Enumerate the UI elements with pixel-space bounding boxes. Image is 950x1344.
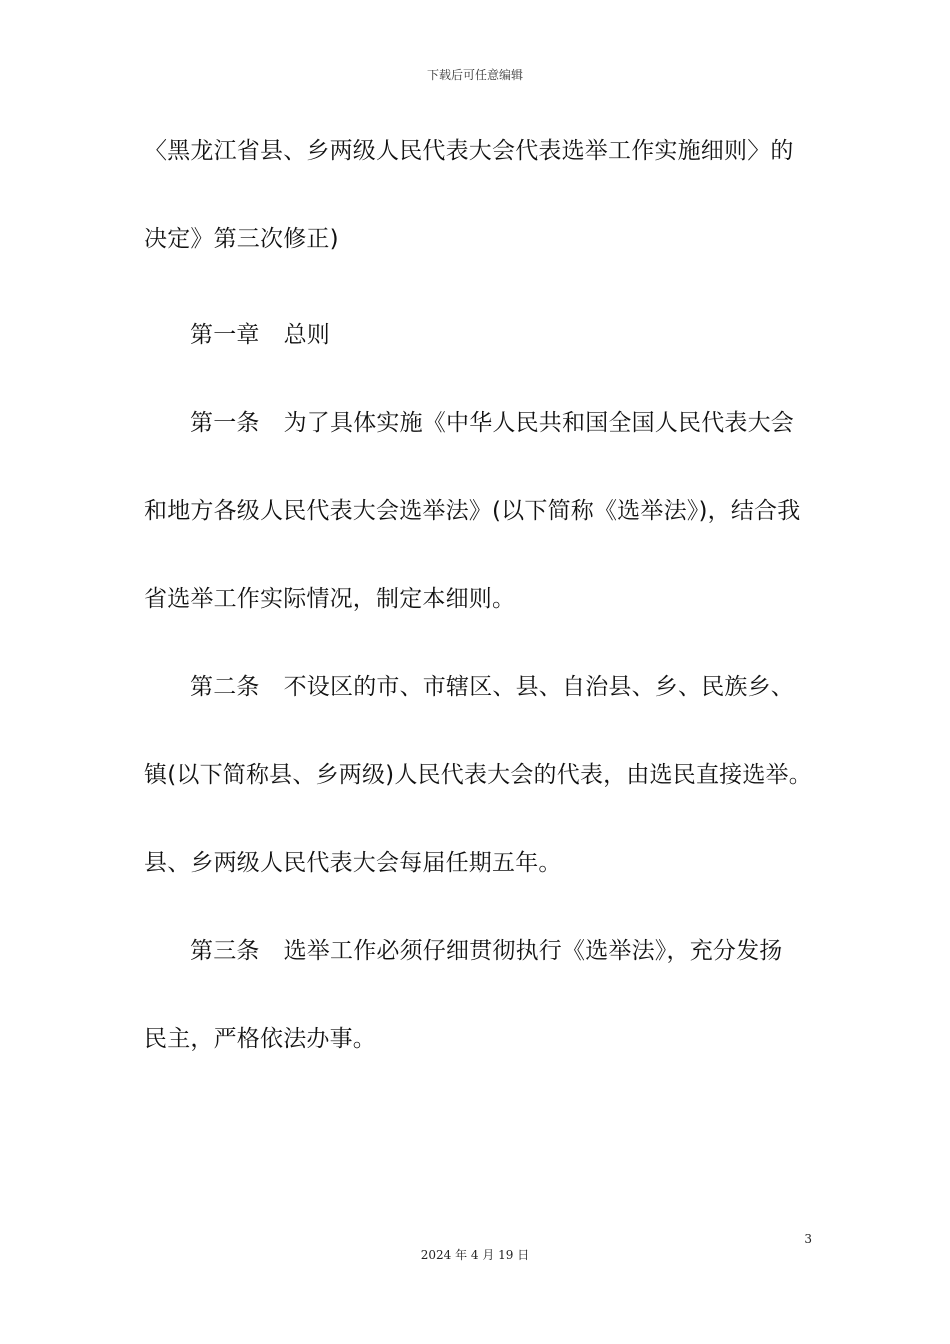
article-1-line: 和地方各级人民代表大会选举法》(以下简称《选举法》)，结合我 [144, 498, 801, 524]
article-text: 不设区的市、市辖区、县、自治县、乡、民族乡、 [283, 674, 795, 700]
text-line: 〈黑龙江省县、乡两级人民代表大会代表选举工作实施细则〉的 [144, 138, 794, 164]
document-body [144, 128, 824, 1104]
article-label: 第二条 [190, 674, 260, 700]
article-1-line: 省选举工作实际情况，制定本细则。 [144, 586, 516, 612]
chapter-label: 第一章 [190, 322, 260, 348]
article-2-line: 县、乡两级人民代表大会每届任期五年。 [144, 850, 562, 876]
chapter-title: 总则 [283, 322, 331, 348]
article-text: 为了具体实施《中华人民共和国全国人民代表大会 [283, 410, 795, 436]
article-1-line [144, 400, 824, 488]
chapter-heading [144, 312, 824, 400]
article-2-line [144, 664, 824, 752]
article-3-line: 民主，严格依法办事。 [144, 1026, 376, 1052]
text-line: 决定》第三次修正) [144, 226, 339, 252]
article-2-line: 镇(以下简称县、乡两级)人民代表大会的代表，由选民直接选举。 [144, 762, 812, 788]
footer-date: 2024 年 4 月 19 日 [420, 1248, 530, 1262]
page-header-note: 下载后可任意编辑 [426, 68, 523, 82]
article-label: 第三条 [190, 938, 260, 964]
article-text: 选举工作必须仔细贯彻执行《选举法》，充分发扬 [283, 938, 783, 964]
article-label: 第一条 [190, 410, 260, 436]
article-3-line [144, 928, 824, 1016]
page-number: 3 [804, 1232, 812, 1246]
